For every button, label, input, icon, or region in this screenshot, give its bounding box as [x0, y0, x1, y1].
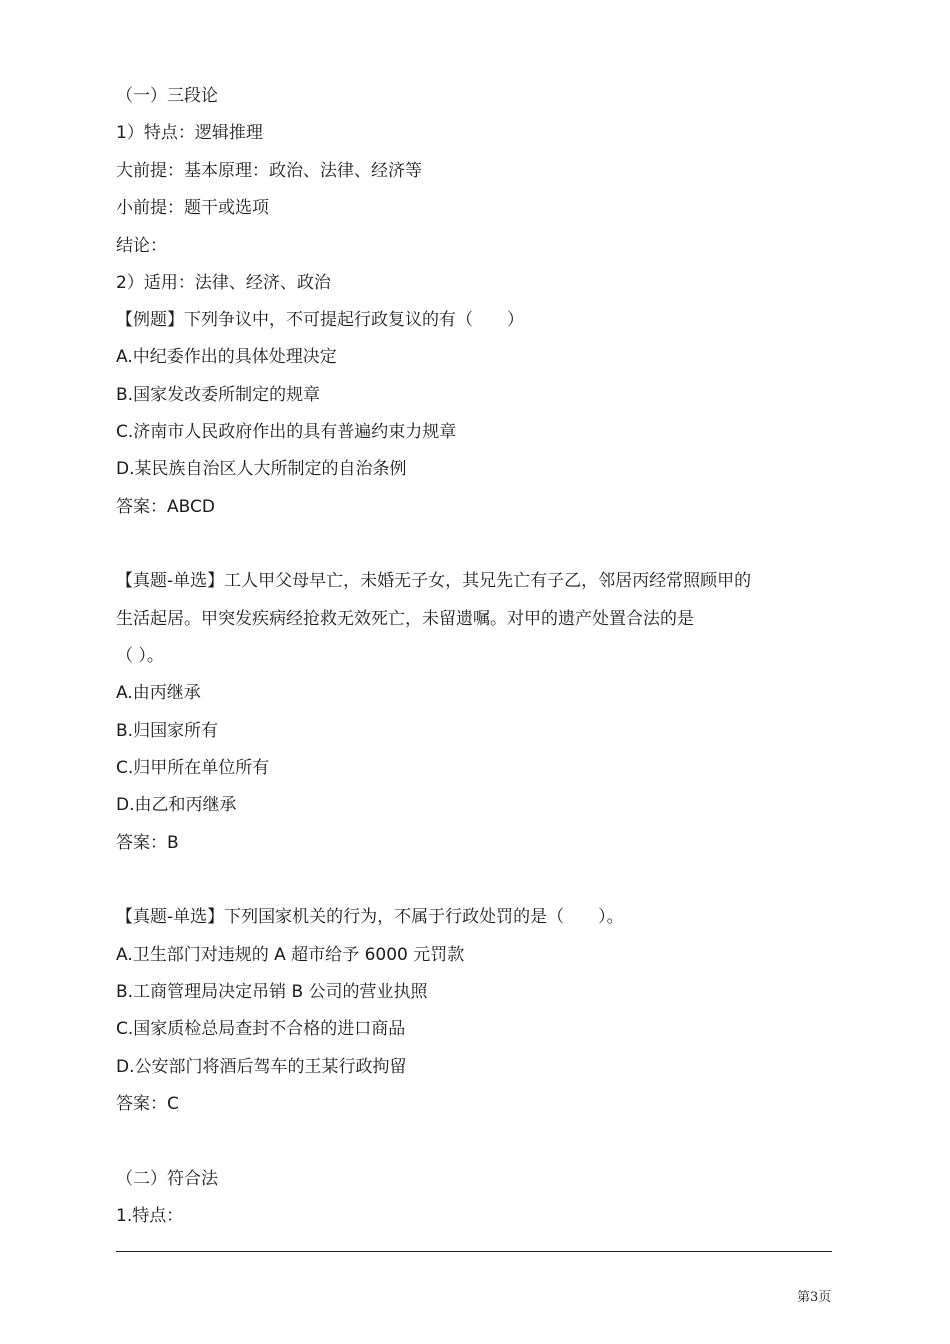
line-section-2-feature: 1.特点：	[116, 1206, 184, 1226]
question-1-answer: 答案：ABCD	[116, 497, 215, 517]
question-3-option-c: C.国家质检总局查封不合格的进口商品	[116, 1019, 406, 1039]
question-2-answer: 答案：B	[116, 833, 179, 853]
question-3-option-a: A.卫生部门对违规的 A 超市给予 6000 元罚款	[116, 945, 465, 965]
question-1-option-d: D.某民族自治区人大所制定的自治条例	[116, 459, 407, 479]
question-2-stem-line-1: 【真题-单选】工人甲父母早亡，未婚无子女，其兄先亡有子乙，邻居丙经常照顾甲的	[116, 571, 752, 591]
question-1-option-b: B.国家发改委所制定的规章	[116, 385, 321, 405]
question-2-option-a: A.由丙继承	[116, 683, 201, 703]
line-minor-premise: 小前提：题干或选项	[116, 198, 269, 218]
question-2-option-d: D.由乙和丙继承	[116, 795, 237, 815]
question-2-option-c: C.归甲所在单位所有	[116, 758, 270, 778]
question-3-answer: 答案：C	[116, 1094, 179, 1114]
line-applicable: 2）适用：法律、经济、政治	[116, 273, 331, 293]
question-2-stem-line-3: （ ）。	[116, 646, 164, 666]
question-3-option-d: D.公安部门将酒后驾车的王某行政拘留	[116, 1057, 407, 1077]
question-2-option-b: B.归国家所有	[116, 721, 219, 741]
question-3-stem: 【真题-单选】下列国家机关的行为，不属于行政处罚的是（ ）。	[116, 907, 624, 927]
line-conclusion: 结论：	[116, 236, 167, 256]
line-section-1-title: （一）三段论	[116, 86, 218, 106]
question-2-stem-line-2: 生活起居。甲突发疾病经抢救无效死亡，未留遗嘱。对甲的遗产处置合法的是	[116, 609, 694, 629]
footer-divider	[116, 1251, 832, 1252]
line-feature: 1）特点：逻辑推理	[116, 123, 263, 143]
line-section-2-title: （二）符合法	[116, 1169, 218, 1189]
question-3-option-b: B.工商管理局决定吊销 B 公司的营业执照	[116, 982, 428, 1002]
question-1-option-a: A.中纪委作出的具体处理决定	[116, 347, 337, 367]
question-1-option-c: C.济南市人民政府作出的具有普遍约束力规章	[116, 422, 457, 442]
question-1-stem: 【例题】下列争议中，不可提起行政复议的有（ ）	[116, 310, 524, 330]
page-number: 第3页	[797, 1290, 832, 1305]
line-major-premise: 大前提：基本原理：政治、法律、经济等	[116, 161, 422, 181]
